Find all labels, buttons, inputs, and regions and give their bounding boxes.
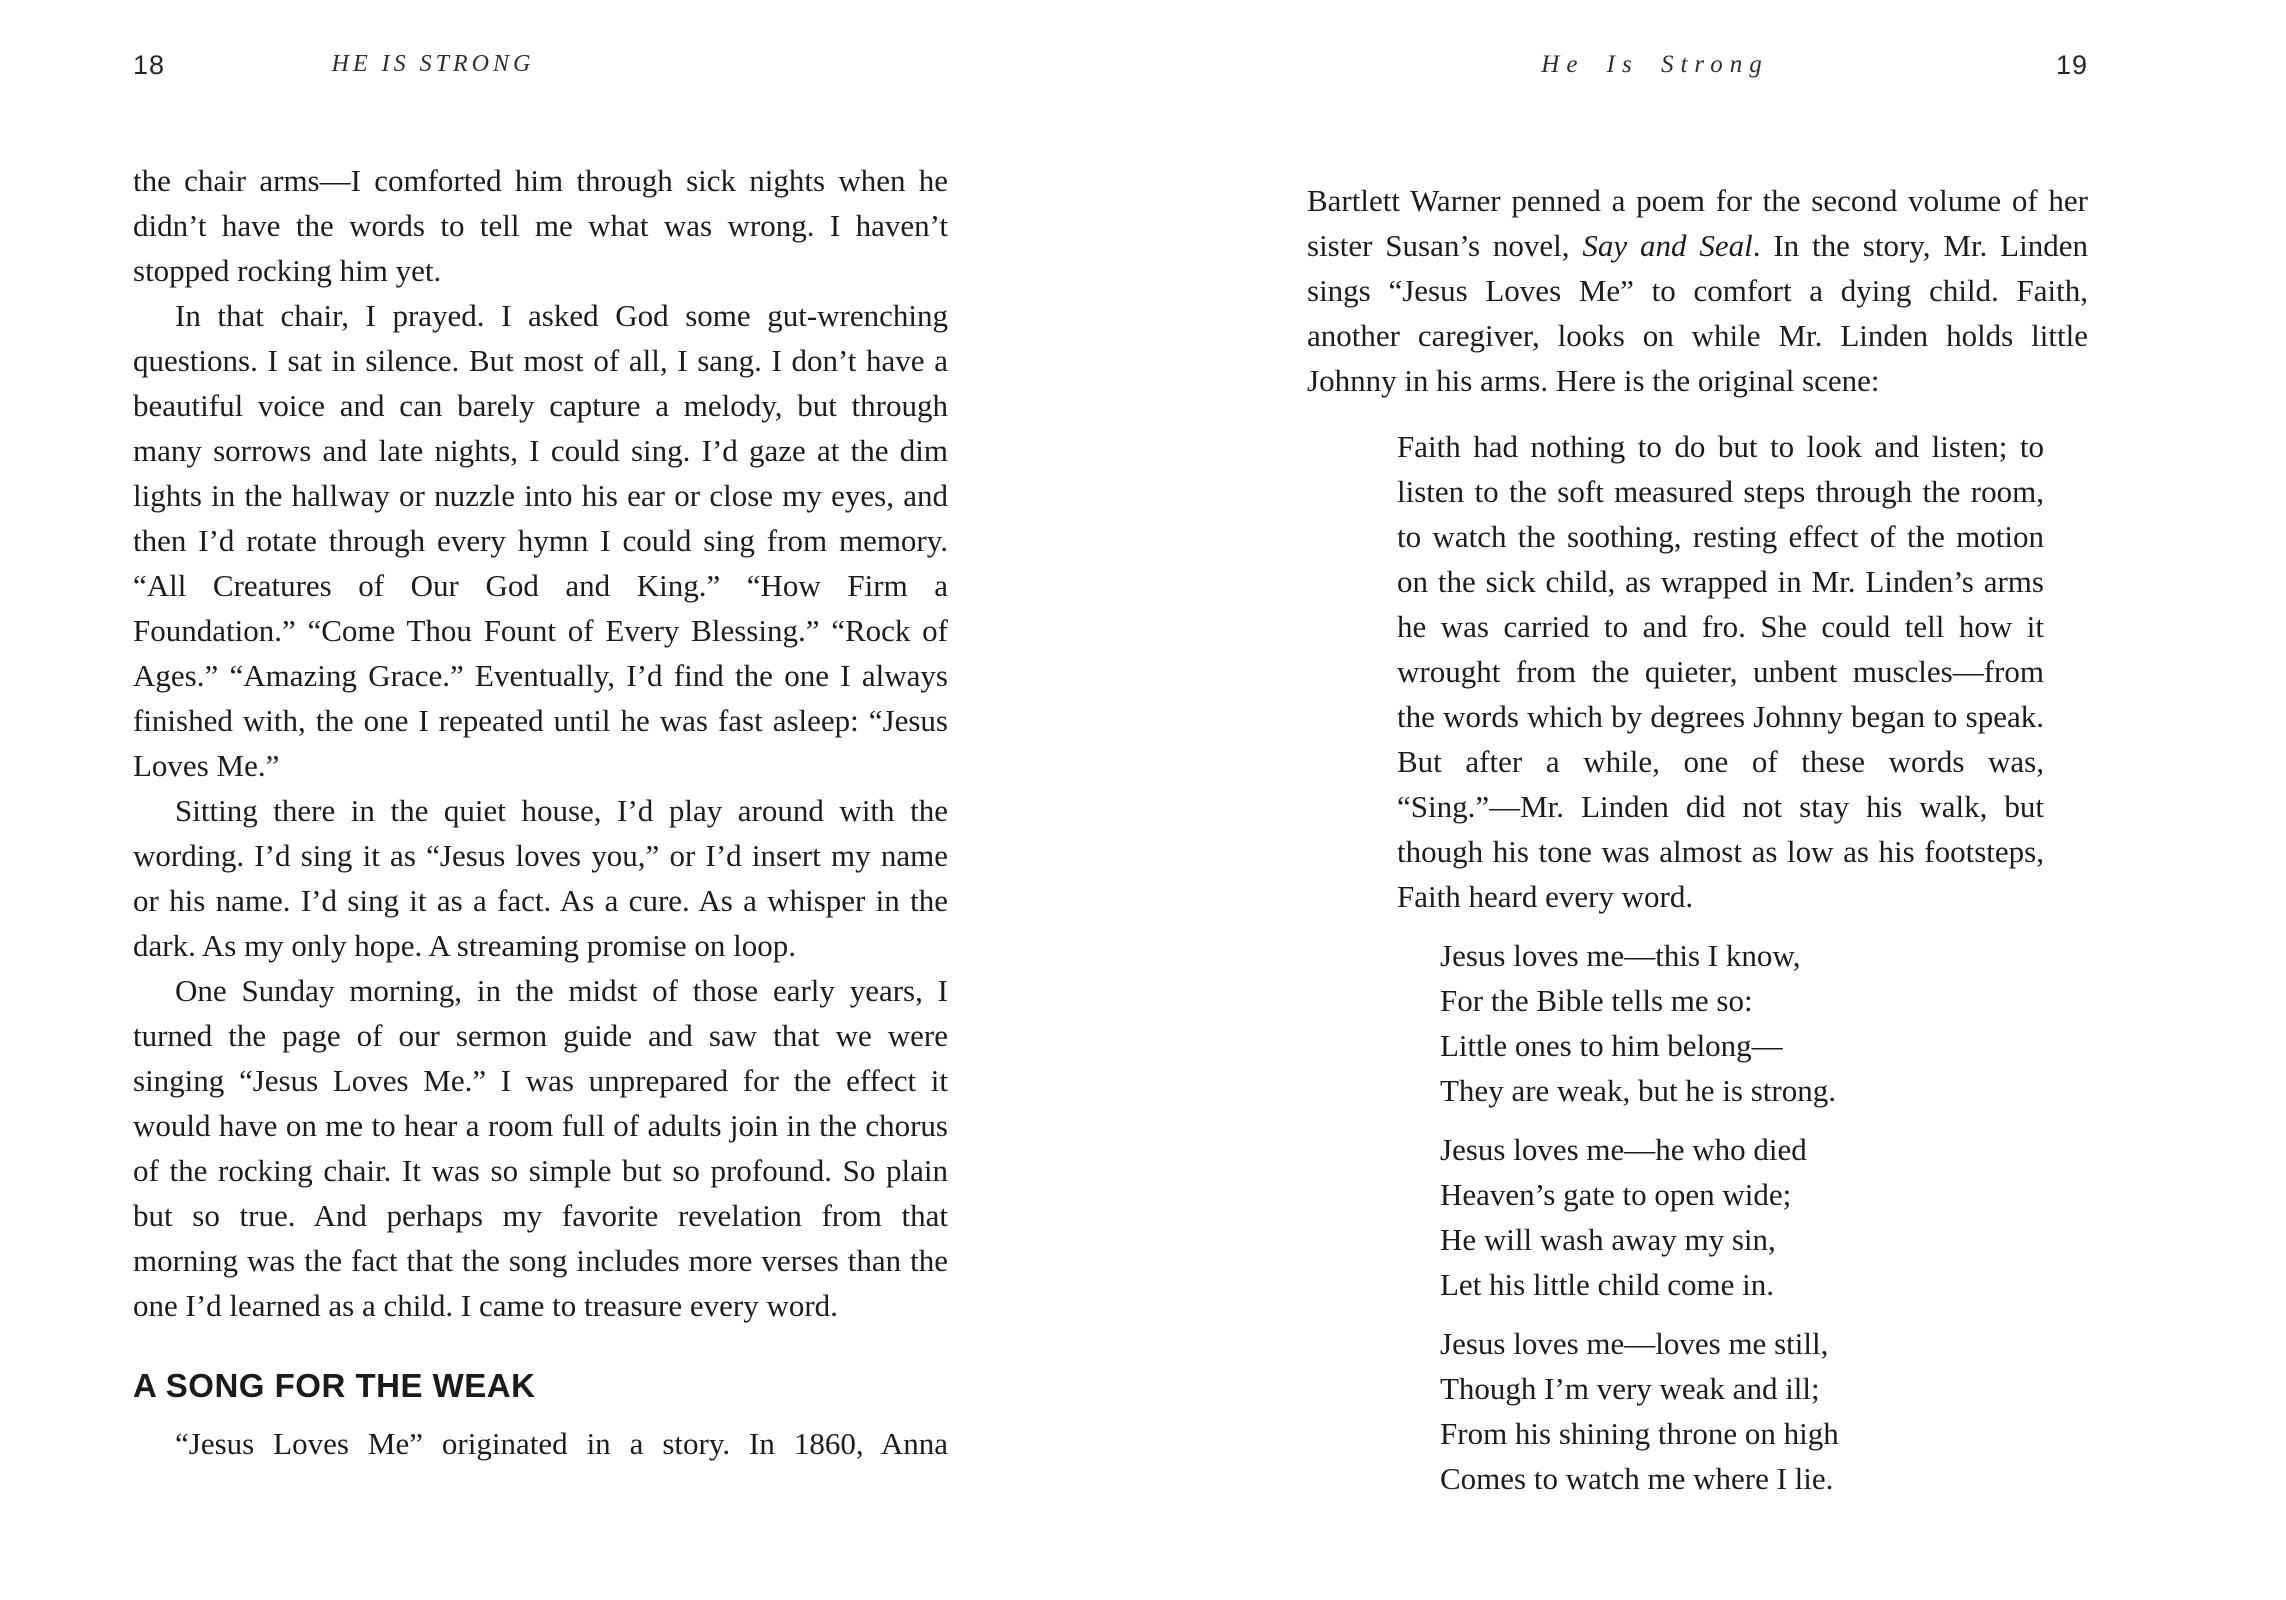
left-running-head: HE IS STRONG	[331, 51, 535, 77]
poem-line: Jesus loves me—he who died	[1440, 1132, 1807, 1167]
poem-line: Heaven’s gate to open wide;	[1440, 1177, 1792, 1212]
left-page-number: 18	[133, 50, 166, 80]
body-paragraph: Sitting there in the quiet house, I’d play around with the wording. I’d sing it as “Jesus loves you,” or I’d insert my name or his name. I’d sing it as a fact. As a cure. As a whisper in the dark. As my only hope. A streaming promise on loop.	[133, 793, 948, 963]
right-running-head: He Is Strong	[1541, 51, 1769, 78]
poem-stanza	[1440, 1127, 2088, 1307]
poem-line: Let his little child come in.	[1440, 1267, 1775, 1302]
right-page-number: 19	[2055, 50, 2088, 80]
right-page	[1307, 0, 2088, 1600]
body-paragraph: One Sunday morning, in the midst of those early years, I turned the page of our sermon guide and saw that we were singing “Jesus Loves Me.” I was unprepared for the effect it would have on me to hear a room full of adults join in the chorus of the rocking chair. It was so simple but so profound. So plain but so true. And perhaps my favorite revelation from that morning was the fact that the song includes more verses than the one I’d learned as a child. I came to treasure every word.	[133, 973, 948, 1323]
poem-line: He will wash away my sin,	[1440, 1222, 1776, 1257]
intro-text-before: Bartlett Warner penned a poem for the second volume of her sister Susan’s novel,	[1307, 183, 2088, 263]
novel-title: Say and Seal	[1582, 228, 1753, 263]
poem-line: From his shining throne on high	[1440, 1416, 1839, 1451]
poem-line: Comes to watch me where I lie.	[1440, 1461, 1834, 1496]
intro-text-after: . In the story, Mr. Linden sings “Jesus Loves Me” to comfort a dying child. Faith, another caregiver, looks on while Mr. Linden holds little Johnny in his arms. Here is the original scene:	[1307, 228, 2088, 398]
body-paragraph: the chair arms—I comforted him through sick nights when he didn’t have the words to tell me what was wrong. I haven’t stopped rocking him yet.	[133, 163, 948, 288]
body-paragraph: “Jesus Loves Me” originated in a story. In 1860, Anna	[175, 1426, 948, 1461]
poem-line: Though I’m very weak and ill;	[1440, 1371, 1820, 1406]
poem-stanza	[1440, 933, 2088, 1113]
left-page	[133, 0, 948, 1600]
poem-stanza	[1440, 1321, 2088, 1501]
poem-line: For the Bible tells me so:	[1440, 983, 1753, 1018]
poem-line: They are weak, but he is strong.	[1440, 1073, 1836, 1108]
body-paragraph	[1307, 178, 2088, 403]
poem-line: Jesus loves me—loves me still,	[1440, 1326, 1829, 1361]
poem-line: Little ones to him belong—	[1440, 1028, 1783, 1063]
right-text-block	[1307, 178, 2088, 1501]
poem	[1440, 933, 2088, 1501]
right-page-header	[1307, 48, 2088, 82]
left-page-header	[133, 48, 948, 82]
poem-line: Jesus loves me—this I know,	[1440, 938, 1801, 973]
left-text-block	[133, 158, 948, 1466]
body-paragraph: In that chair, I prayed. I asked God some gut-wrenching questions. I sat in silence. But most of all, I sang. I don’t have a beautiful voice and can barely capture a melody, but through many sorrows and late nights, I could sing. I’d gaze at the dim lights in the hallway or nuzzle into his ear or close my eyes, and then I’d rotate through every hymn I could sing from memory. “All Creatures of Our God and King.” “How Firm a Foundation.” “Come Thou Fount of Every Blessing.” “Rock of Ages.” “Amazing Grace.” Eventually, I’d find the one I always finished with, the one I repeated until he was fast asleep: “Jesus Loves Me.”	[133, 298, 948, 783]
section-heading: A SONG FOR THE WEAK	[133, 1367, 536, 1404]
block-quote: Faith had nothing to do but to look and listen; to listen to the soft measured steps through the room, to watch the soothing, resting effect of the motion on the sick child, as wrapped in Mr. Linden’s arms he was carried to and fro. She could tell how it wrought from the quieter, unbent muscles—from the words which by degrees Johnny began to speak. But after a while, one of these words was, “Sing.”—Mr. Linden did not stay his walk, but though his tone was almost as low as his footsteps, Faith heard every word.	[1397, 429, 2044, 914]
